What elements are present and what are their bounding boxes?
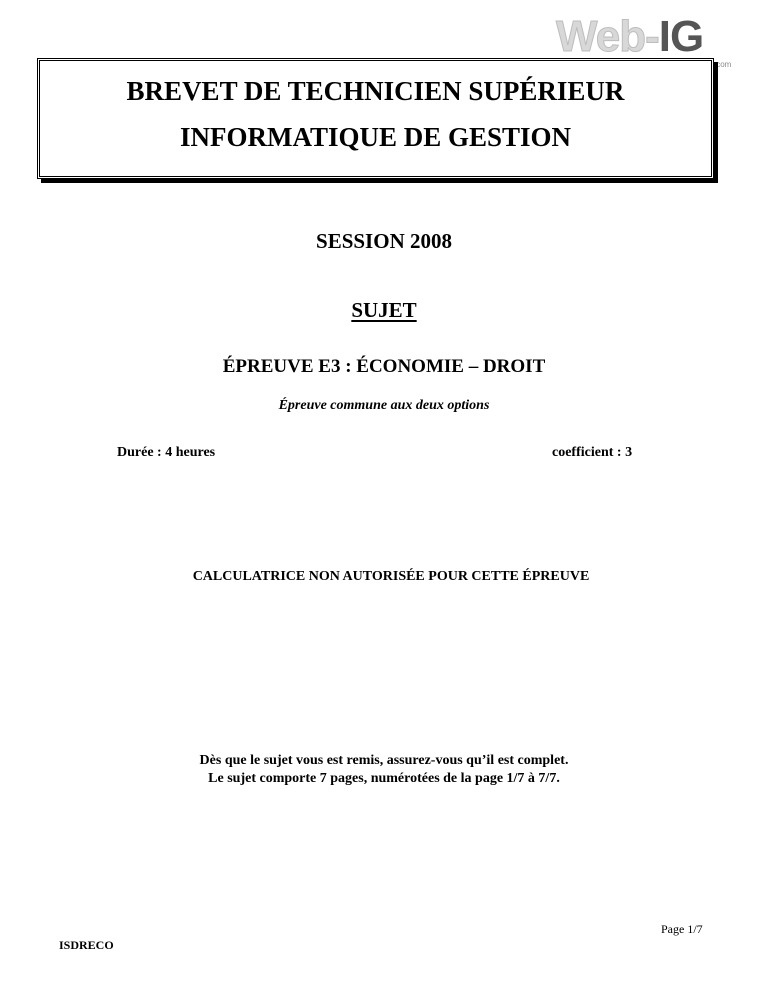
completeness-notice-line2: Le sujet comporte 7 pages, numérotées de la page 1/7 à 7/7.	[208, 771, 560, 786]
exam-title: ÉPREUVE E3 : ÉCONOMIE – DROIT	[222, 356, 546, 377]
watermark-ig-text: IG	[658, 12, 704, 61]
subject-heading: SUJET	[351, 298, 417, 322]
completeness-notice-line1: Dès que le sujet vous est remis, assurez-vous qu’il est complet.	[199, 753, 569, 768]
watermark-web-text: Web	[556, 12, 646, 61]
exam-coefficient: coefficient : 3	[552, 445, 633, 460]
specialty-title: INFORMATIQUE DE GESTION	[179, 122, 572, 152]
exam-duration: Durée : 4 heures	[117, 445, 216, 460]
session-heading: SESSION 2008	[316, 229, 452, 253]
calculator-notice: CALCULATRICE NON AUTORISÉE POUR CETTE ÉPREUVE	[192, 569, 590, 584]
exam-subtitle: Épreuve commune aux deux options	[278, 398, 490, 413]
title-frame	[37, 58, 714, 179]
completeness-notice	[0, 752, 768, 788]
watermark-dash-text: -	[645, 12, 659, 61]
page-number: Page 1/7	[661, 922, 703, 936]
watermark-domain-suffix: .com	[714, 60, 732, 69]
diploma-title: BREVET DE TECHNICIEN SUPÉRIEUR	[126, 76, 625, 106]
watermark-wordmark	[556, 12, 703, 62]
reference-code: ISDRECO	[59, 938, 114, 952]
